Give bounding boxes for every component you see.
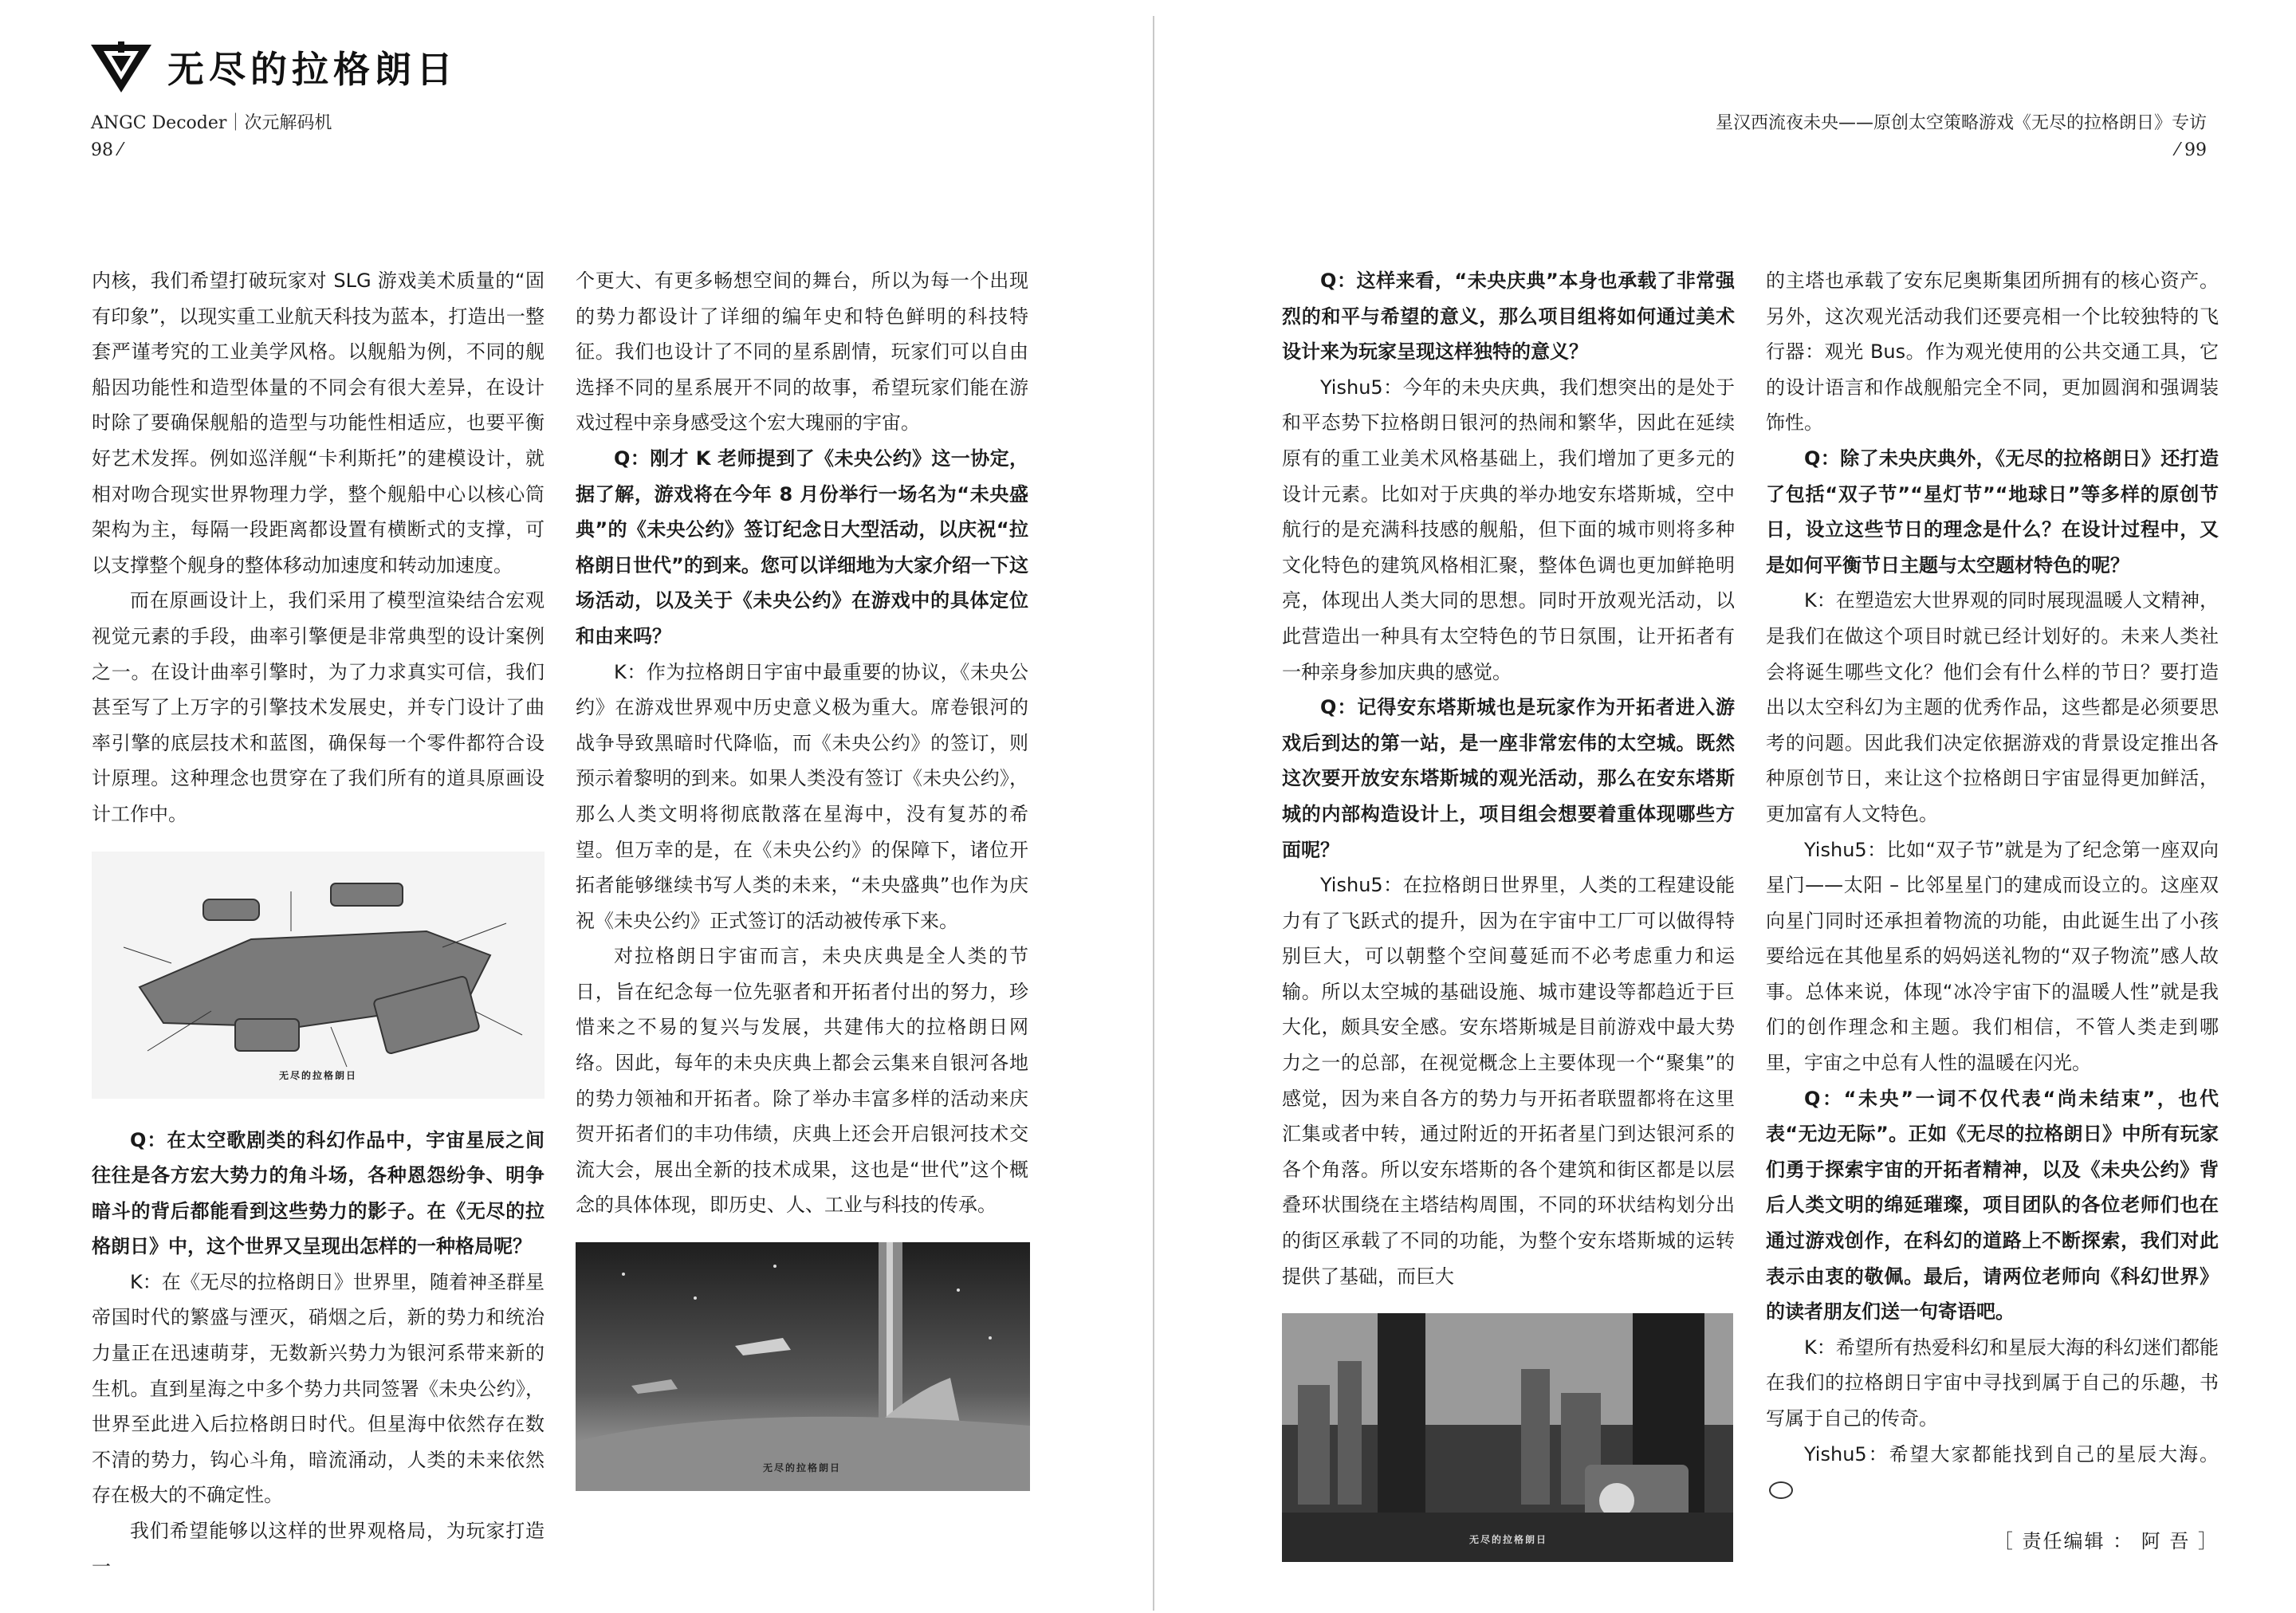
page-spine: [1153, 16, 1154, 1611]
brand-emblem-icon: [89, 40, 153, 94]
paragraph: 我们希望能够以这样的世界观格局，为玩家打造一: [92, 1520, 545, 1578]
paragraph: 对拉格朗日宇宙而言，未央庆典是全人类的节日，旨在纪念每一位先驱者和开拓者付出的努力，珍惜来之不易的复兴与发展，共建伟大的拉格朗日网络。因此，每年的未央庆典上都会云集来自银河各地的势力领袖和开拓者。除了举办丰富多样的活动来庆贺开拓者们的丰功伟绩，庆典上还会开启银河技术交流大会，展出全新的技术成果，这也是“世代”这个概念的具体体现，即历史、人、工业与科技的传承。: [576, 945, 1028, 1217]
end-mark-icon: [1769, 1481, 1793, 1499]
answer: K：在《无尽的拉格朗日》世界里，随着神圣群星帝国时代的繁盛与湮灭，硝烟之后，新的势力和统治力量正在迅速萌芽，无数新兴势力为银河系带来新的生机。直到星海之中多个势力共同签署《未央公约》，世界至此进入后拉格朗日时代。但星海中依然存在数不清的势力，钩心斗角，暗流涌动，人类的未来依然存在极大的不确定性。: [92, 1270, 545, 1507]
column-3: [1282, 263, 1735, 1586]
responsible-editor: ［ 责任编辑 ： 阿 吾 ］: [1993, 1529, 2219, 1552]
question: Q：刚才 K 老师提到了《未央公约》这一协定，据了解，游戏将在今年 8 月份举行一场名为“未央盛典”的《未央公约》签订纪念日大型活动，以庆祝“拉格朗日世代”的到来。您可以详细地为大家介绍一下这场活动，以及关于《未央公约》在游戏中的具体定位和由来吗？: [576, 447, 1028, 647]
magazine-column-name: ANGC Decoder｜次元解码机: [91, 113, 332, 133]
figure-caption: 无尽的拉格朗日: [278, 1069, 357, 1081]
space-station-figure: [576, 1242, 1028, 1491]
answer: Yishu5：今年的未央庆典，我们想突出的是处于和平态势下拉格朗日银河的热闹和繁华，因此在延续原有的重工业美术风格基础上，我们增加了更多元的设计元素。比如对于庆典的举办地安东塔斯城，空中航行的是充满科技感的舰船，但下面的城市则将多种文化特色的建筑风格相汇聚，整体色调也更加鲜艳明亮，体现出人类大同的思想。同时开放观光活动，以此营造出一种具有太空特色的节日氛围，让开拓者有一种亲身参加庆典的感觉。: [1282, 376, 1735, 683]
right-page-header: [1716, 110, 2207, 164]
answer: Yishu5：比如“双子节”就是为了纪念第一座双向星门——太阳 – 比邻星星门的建成而设立的。这座双向星门同时还承担着物流的功能，由此诞生出了小孩要给远在其他星系的妈妈送礼物的“双子物流”感人故事。总体来说，体现“冰冷宇宙下的温暖人性”就是我们的创作理念和主题。我们相信，不管人类走到哪里，宇宙之中总有人性的温暖在闪光。: [1766, 838, 2219, 1075]
paragraph: 内核，我们希望打破玩家对 SLG 游戏美术质量的“固有印象”，以现实重工业航天科技为蓝本，打造出一整套严谨考究的工业美学风格。以舰船为例，不同的舰船因功能性和造型体量的不同会有很大差异，在设计时除了要确保舰船的造型与功能性相适应，也要平衡好艺术发挥。例如巡洋舰“卡利斯托”的建模设计，就相对吻合现实世界物理力学，整个舰船中心以核心筒架构为主，每隔一段距离都设置有横断式的支撑，可以支撑整个舰身的整体移动加速度和转动加速度。: [92, 269, 545, 576]
figure-caption: 无尽的拉格朗日: [762, 1462, 841, 1474]
question: Q：记得安东塔斯城也是玩家作为开拓者进入游戏后到达的第一站，是一座非常宏伟的太空城。既然这次要开放安东塔斯城的观光活动，那么在安东塔斯城的内部构造设计上，项目组会想要着重体现哪些方面呢？: [1282, 696, 1735, 861]
final-answer-text: Yishu5：希望大家都能找到自己的星辰大海。: [1804, 1442, 2219, 1465]
paragraph: 个更大、有更多畅想空间的舞台，所以为每一个出现的势力都设计了详细的编年史和特色鲜明的科技特征。我们也设计了不同的星系剧情，玩家们可以自由选择不同的星系展开不同的故事，希望玩家们能在游戏过程中亲身感受这个宏大瑰丽的宇宙。: [576, 269, 1028, 435]
answer-final: [1766, 1437, 2219, 1508]
article-title: 星汉西流夜未央——原创太空策略游戏《无尽的拉格朗日》专访: [1715, 113, 2207, 133]
answer: Yishu5：在拉格朗日世界里，人类的工程建设能力有了飞跃式的提升，因为在宇宙中工厂可以做得特别巨大，可以朝整个空间蔓延而不必考虑重力和运输。所以太空城的基础设施、城市建设等都趋近于巨大化，颇具安全感。安东塔斯城是目前游戏中最大势力之一的总部，在视觉概念上主要体现一个“聚集”的感觉，因为来自各方的势力与开拓者联盟都将在这里汇集或者中转，通过附近的开拓者星门到达银河系的各个角落。所以安东塔斯的各个建筑和街区都是以层叠环状围绕在主塔结构周围，不同的环状结构划分出的街区承载了不同的功能，为整个安东塔斯城的运转提供了基础，而巨大: [1282, 874, 1735, 1288]
column-2: [576, 263, 1028, 1515]
question: Q：除了未央庆典外，《无尽的拉格朗日》还打造了包括“双子节”“星灯节”“地球日”等多样的原创节日，设立这些节日的理念是什么？在设计过程中，又是如何平衡节日主题与太空题材特色的呢？: [1766, 447, 2219, 576]
question: Q：在太空歌剧类的科幻作品中，宇宙星辰之间往往是各方宏大势力的角斗场，各种恩怨纷争、明争暗斗的背后都能看到这些势力的影子。在《无尽的拉格朗日》中，这个世界又呈现出怎样的一种格局呢？: [92, 1128, 545, 1258]
left-page-number: 98 ⁄: [91, 140, 122, 160]
answer: K：在塑造宏大世界观的同时展现温暖人文精神，是我们在做这个项目时就已经计划好的。未来人类社会将诞生哪些文化？他们会有什么样的节日？要打造出以太空科幻为主题的优秀作品，这些都是必须要思考的问题。因此我们决定依据游戏的背景设定推出各种原创节日，来让这个拉格朗日宇宙显得更加鲜活，更加富有人文特色。: [1766, 589, 2219, 825]
spaceship-blueprint-figure: [92, 852, 545, 1099]
right-page-number: ⁄ 99: [2176, 140, 2207, 160]
city-scene-figure: [1282, 1313, 1735, 1562]
paragraph: 而在原画设计上，我们采用了模型渲染结合宏观视觉元素的手段，曲率引擎便是非常典型的设计案例之一。在设计曲率引擎时，为了力求真实可信，我们甚至写了上万字的引擎技术发展史，并专门设计了曲率引擎的底层技术和蓝图，确保每一个零件都符合设计原理。这种理念也贯穿在了我们所有的道具原画设计工作中。: [92, 589, 545, 825]
paragraph: 的主塔也承载了安东尼奥斯集团所拥有的核心资产。另外，这次观光活动我们还要亮相一个比较独特的飞行器：观光 Bus。作为观光使用的公共交通工具，它的设计语言和作战舰船完全不同，更加圆润和强调装饰性。: [1766, 269, 2219, 435]
answer: K：希望所有热爱科幻和星辰大海的科幻迷们都能在我们的拉格朗日宇宙中寻找到属于自己的乐趣，书写属于自己的传奇。: [1766, 1336, 2219, 1430]
answer: K：作为拉格朗日宇宙中最重要的协议，《未央公约》在游戏世界观中历史意义极为重大。席卷银河的战争导致黑暗时代降临，而《未央公约》的签订，则预示着黎明的到来。如果人类没有签订《未央公约》，那么人类文明将彻底散落在星海中，没有复苏的希望。但万幸的是，在《未央公约》的保障下，诸位开拓者能够继续书写人类的未来，“未央盛典”也作为庆祝《未央公约》正式签订的活动被传承下来。: [576, 660, 1028, 932]
question: Q：“未央”一词不仅代表“尚未结束”，也代表“无边无际”。正如《无尽的拉格朗日》中所有玩家们勇于探索宇宙的开拓者精神，以及《未央公约》背后人类文明的绵延璀璨，项目团队的各位老师们也在通过游戏创作，在科幻的道路上不断探索，我们对此表示由衷的敬佩。最后，请两位老师向《科幻世界》的读者朋友们送一句寄语吧。: [1766, 1087, 2219, 1324]
figure-caption: 无尽的拉格朗日: [1468, 1533, 1547, 1545]
column-1: [92, 263, 545, 1584]
question: Q：这样来看，“未央庆典”本身也承载了非常强烈的和平与希望的意义，那么项目组将如何通过美术设计来为玩家呈现这样独特的意义？: [1282, 269, 1735, 364]
column-4: [1766, 263, 2219, 1559]
brand-title: 无尽的拉格朗日: [167, 48, 458, 91]
left-page-header: [91, 110, 332, 164]
brand-logo: [89, 40, 458, 94]
